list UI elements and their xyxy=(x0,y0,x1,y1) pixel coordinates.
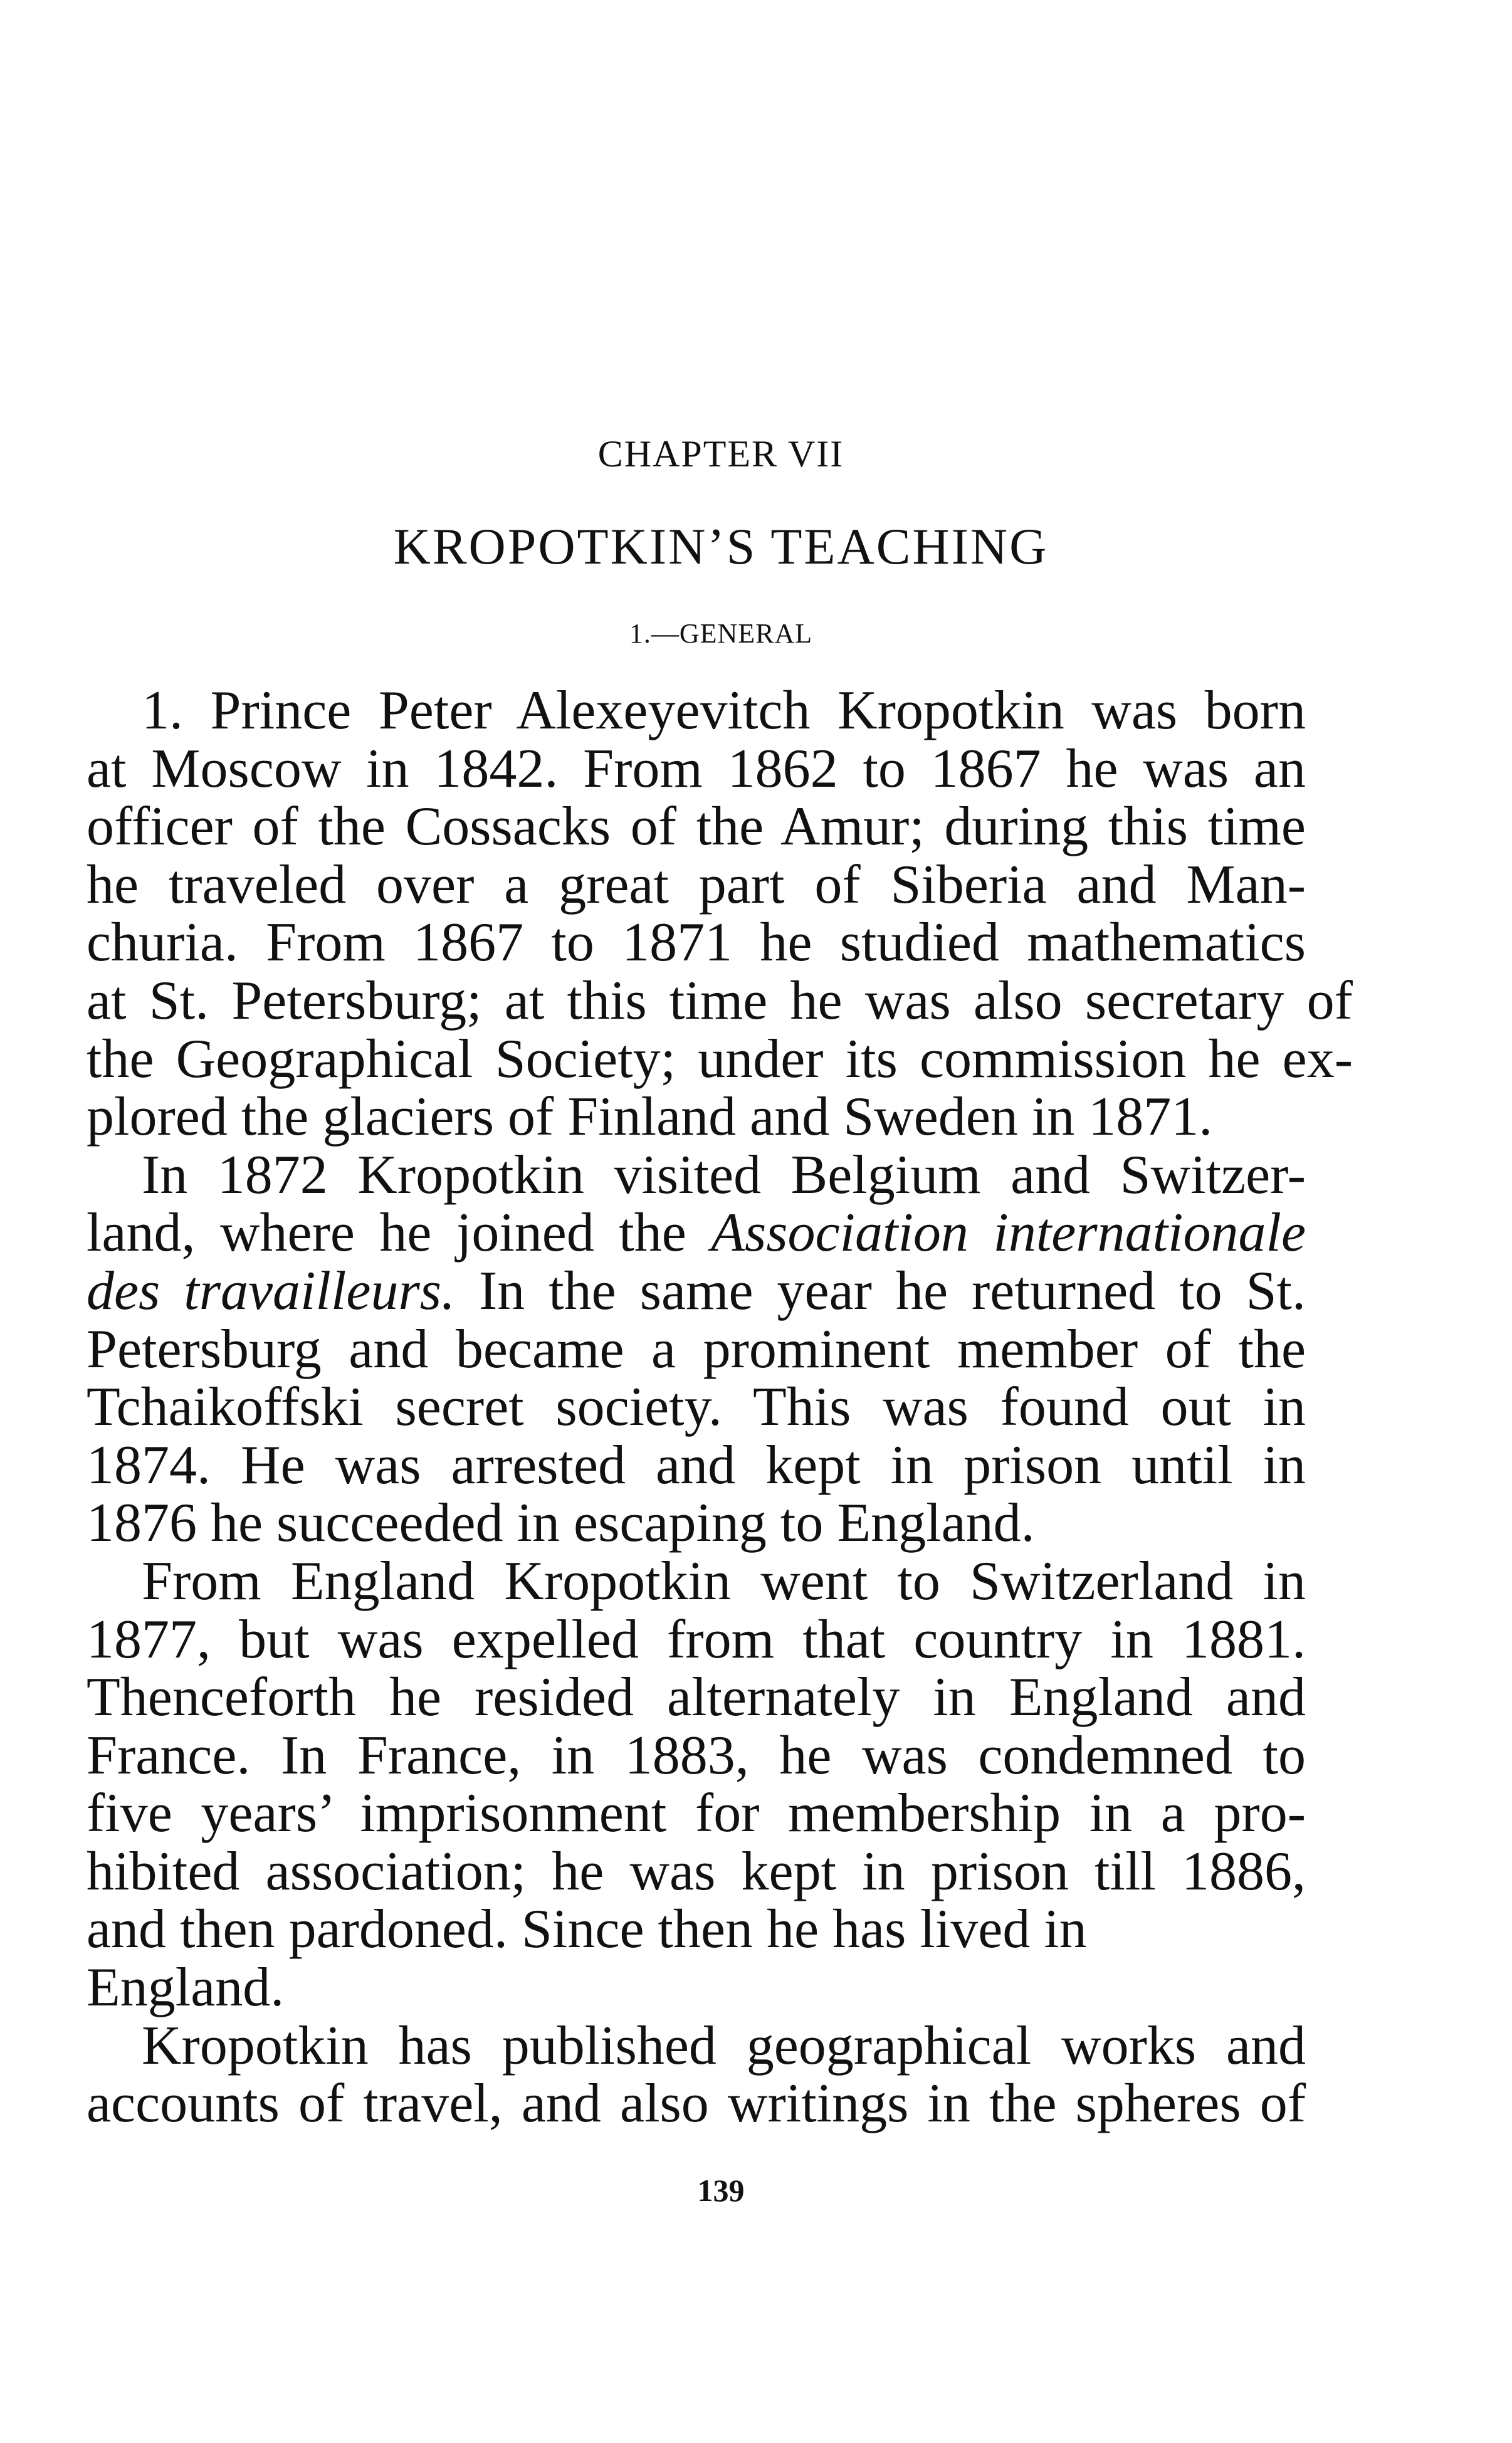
text-line: plored the glaciers of Finland and Sweden in 1871. xyxy=(87,1086,1213,1148)
text-line: Petersburg and became a prominent member of the xyxy=(87,1318,1306,1380)
text-line: at Moscow in 1842. From 1862 to 1867 he was an xyxy=(87,738,1306,799)
text-line: he traveled over a great part of Siberia and Man- xyxy=(87,854,1306,915)
section-heading: 1.—GENERAL xyxy=(629,618,813,649)
text-line xyxy=(87,1204,1306,1263)
text-line: 1. Prince Peter Alexeyevitch Kropotkin was born xyxy=(142,680,1306,741)
text-line: five years’ imprisonment for membership in a pro- xyxy=(87,1783,1306,1844)
italic-phrase: des travailleurs. xyxy=(87,1260,455,1321)
text-line: From England Kropotkin went to Switzerland in xyxy=(142,1550,1306,1612)
text-line: Tchaikoffski secret society. This was found out in xyxy=(87,1377,1306,1438)
chapter-number: CHAPTER VII xyxy=(597,433,844,475)
text-line: Thenceforth he resided alternately in England and xyxy=(87,1667,1306,1728)
text-line: France. In France, in 1883, he was condemned to xyxy=(87,1725,1306,1786)
text-line: England. xyxy=(87,1957,285,2019)
text-line: and then pardoned. Since then he has lived in xyxy=(87,1899,1087,1960)
page-number: 139 xyxy=(697,2173,745,2208)
text-line: 1874. He was arrested and kept in prison until in xyxy=(87,1434,1306,1496)
text-line: officer of the Cossacks of the Amur; during this time xyxy=(87,796,1306,858)
text-line: at St. Petersburg; at this time he was also secretary of xyxy=(87,970,1353,1031)
text-line: 1876 he succeeded in escaping to England. xyxy=(87,1493,1035,1554)
body-text xyxy=(87,680,1353,2135)
text-span: land, where he joined the xyxy=(87,1202,711,1264)
text-line xyxy=(87,1260,1306,1321)
text-line: accounts of travel, and also writings in the spheres of xyxy=(87,2073,1306,2135)
text-line: 1877, but was expelled from that country in 1881. xyxy=(87,1609,1306,1670)
text-line: the Geographical Society; under its commission he ex- xyxy=(87,1028,1353,1090)
italic-phrase: Association internationale xyxy=(711,1202,1306,1264)
text-span: In the same year he returned to St. xyxy=(454,1260,1306,1321)
text-line: hibited association; he was kept in prison till 1886, xyxy=(87,1841,1306,1902)
text-line: In 1872 Kropotkin visited Belgium and Switzer- xyxy=(142,1144,1306,1206)
text-line: Kropotkin has published geographical works and xyxy=(142,2015,1306,2076)
text-line: churia. From 1867 to 1871 he studied mathematics xyxy=(87,912,1306,974)
chapter-title: KROPOTKIN’S TEACHING xyxy=(393,518,1049,575)
